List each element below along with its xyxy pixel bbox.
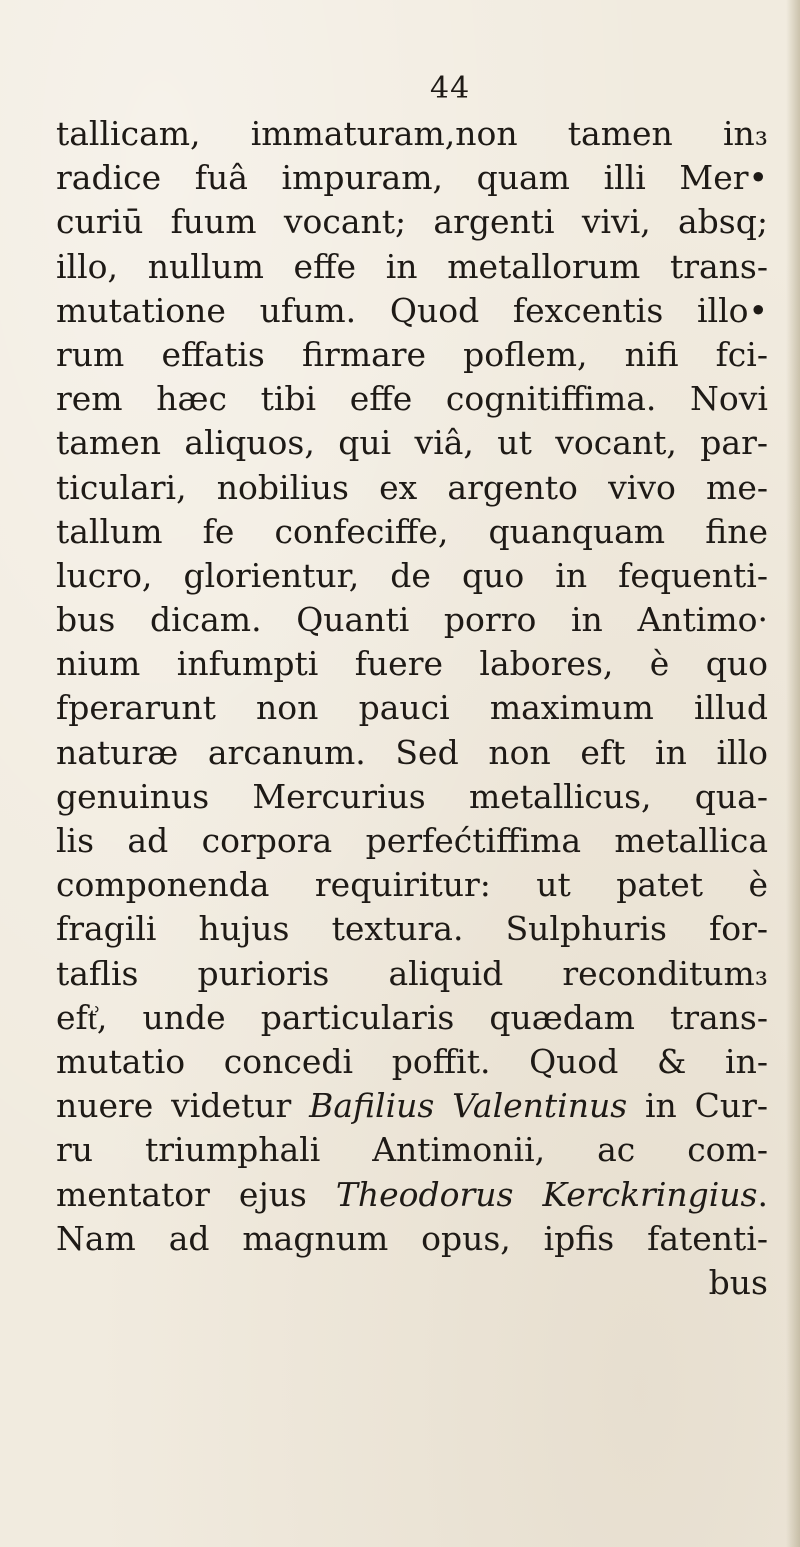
text-line: tallum fe confeciffe, quanquam fine (56, 511, 768, 551)
line-text-pre: mentator ejus (56, 1174, 336, 1214)
text-line: eft͗, unde particularis quædam trans- (56, 997, 768, 1037)
text-line-with-italic-name (56, 1084, 768, 1128)
text-line: nium infumpti fuere labores, è quo (56, 644, 768, 684)
text-line: lucro, glorientur, de quo in fequenti- (56, 555, 768, 595)
text-line: mutatio concedi poffit. Quod & in- (56, 1041, 768, 1081)
text-line: fragili hujus textura. Sulphuris for- (56, 909, 768, 949)
text-line: tallicam, immaturam,non tamen in₃ (56, 114, 768, 153)
line-text-pre: nuere videtur (56, 1086, 310, 1126)
text-line: radice fuâ impuram, quam illi Mer• (56, 158, 768, 198)
text-line: naturæ arcanum. Sed non eft in illo (56, 732, 768, 772)
italic-author-name: Theodorus Kerckringius (335, 1174, 758, 1214)
text-line: ticulari, nobilius ex argento vivo me- (56, 467, 768, 507)
italic-author-name: Bafilius Valentinus (309, 1086, 628, 1126)
text-line: lis ad corpora perfećtiffima metallica (56, 821, 768, 860)
catchword: bus (708, 1262, 768, 1302)
line-text-post: in Cur- (627, 1086, 769, 1126)
body-text (56, 112, 768, 1305)
text-line: rem hæc tibi effe cognitiffima. Novi (56, 379, 768, 419)
text-line: illo, nullum effe in metallorum trans- (56, 246, 768, 286)
text-line: ru triumphali Antimonii, ac com- (56, 1130, 768, 1170)
page-number: 44 (430, 71, 471, 106)
text-line: taflis purioris aliquid reconditum₃ (56, 953, 768, 993)
text-line: rum effatis firmare poflem, nifi fci- (56, 334, 768, 374)
text-line: genuinus Mercurius metallicus, qua- (56, 776, 768, 816)
text-line: fperarunt non pauci maximum illud (56, 688, 768, 728)
text-line: tamen aliquos, qui viâ, ut vocant, par- (56, 423, 768, 463)
text-line-with-italic-name (56, 1173, 768, 1217)
text-line: bus dicam. Quanti porro in Antimo· (56, 600, 768, 640)
text-line: componenda requiritur: ut patet è (56, 865, 768, 905)
text-line: Nam ad magnum opus, ipfis fatenti- (56, 1218, 768, 1258)
page-edge-shadow (786, 0, 800, 1547)
text-line: curiū fuum vocant; argenti vivi, absq; (56, 202, 768, 242)
text-line: mutatione ufum. Quod fexcentis illo• (56, 290, 768, 330)
line-text-post: . (757, 1174, 768, 1214)
